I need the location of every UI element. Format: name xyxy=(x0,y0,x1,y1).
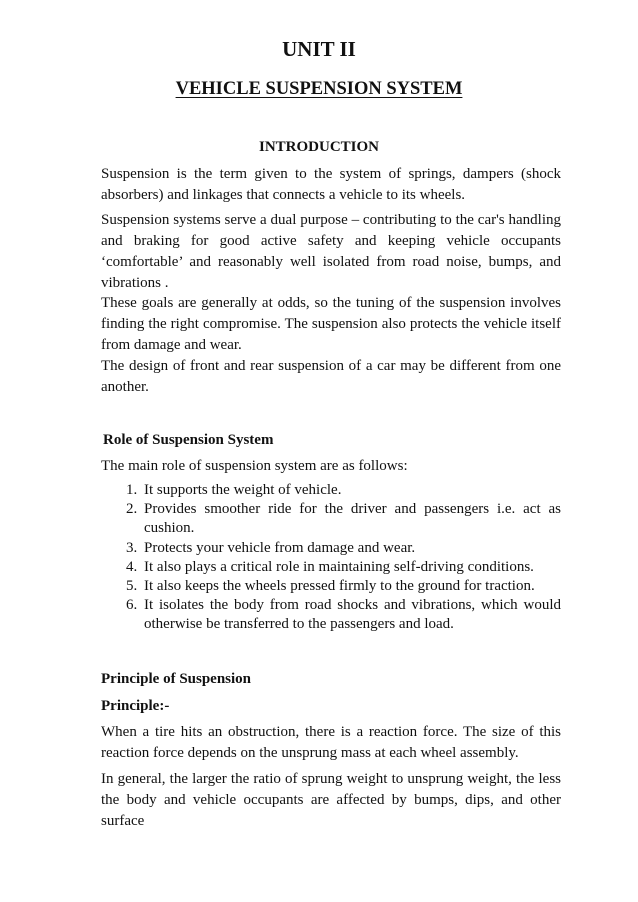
intro-paragraph-2: Suspension systems serve a dual purpose – contributing to the car's handling and braking for good active safety and keeping vehicle occupants ‘comfortable’ and reasonably well isolated from road noise, bumps, and vibrations . xyxy=(101,212,561,291)
list-item: 2. Provides smoother ride for the driver and passengers i.e. act as cushion. xyxy=(126,501,561,537)
chapter-title xyxy=(0,77,638,101)
principle-paragraph-1: When a tire hits an obstruction, there is a reaction force. The size of this reaction force depends on the unsprung mass at each wheel assembly. xyxy=(101,724,561,761)
list-item: 6. It isolates the body from road shocks and vibrations, which would otherwise be transferred to the passengers and load. xyxy=(126,597,561,633)
chapter-title-text: VEHICLE SUSPENSION SYSTEM xyxy=(175,79,463,99)
intro-paragraph-1: Suspension is the term given to the system of springs, dampers (shock absorbers) and linkages that connects a vehicle to its wheels. xyxy=(101,166,561,203)
list-item: 1. It supports the weight of vehicle. xyxy=(126,482,342,498)
intro-paragraph-4: The design of front and rear suspension of a car may be different from one another. xyxy=(101,358,561,395)
unit-title: UNIT II xyxy=(282,37,356,61)
principle-paragraph-2: In general, the larger the ratio of sprung weight to unsprung weight, the less the body and vehicle occupants are affected by bumps, dips, and other surface xyxy=(101,771,561,829)
list-item: 5. It also keeps the wheels pressed firmly to the ground for traction. xyxy=(126,578,535,595)
introduction-heading: INTRODUCTION xyxy=(258,139,379,155)
role-section-heading: Role of Suspension System xyxy=(103,432,274,448)
principle-subheading: Principle:- xyxy=(101,698,170,714)
list-item: 4. It also plays a critical role in maintaining self-driving conditions. xyxy=(126,558,534,575)
role-intro: The main role of suspension system are as follows: xyxy=(101,458,408,474)
intro-paragraph-3: These goals are generally at odds, so the tuning of the suspension involves finding the right compromise. The suspension also protects the vehicle itself from damage and wear. xyxy=(101,295,561,353)
list-item: 3. Protects your vehicle from damage and wear. xyxy=(126,539,416,556)
principle-section-heading: Principle of Suspension xyxy=(101,671,252,687)
role-list xyxy=(101,481,561,635)
